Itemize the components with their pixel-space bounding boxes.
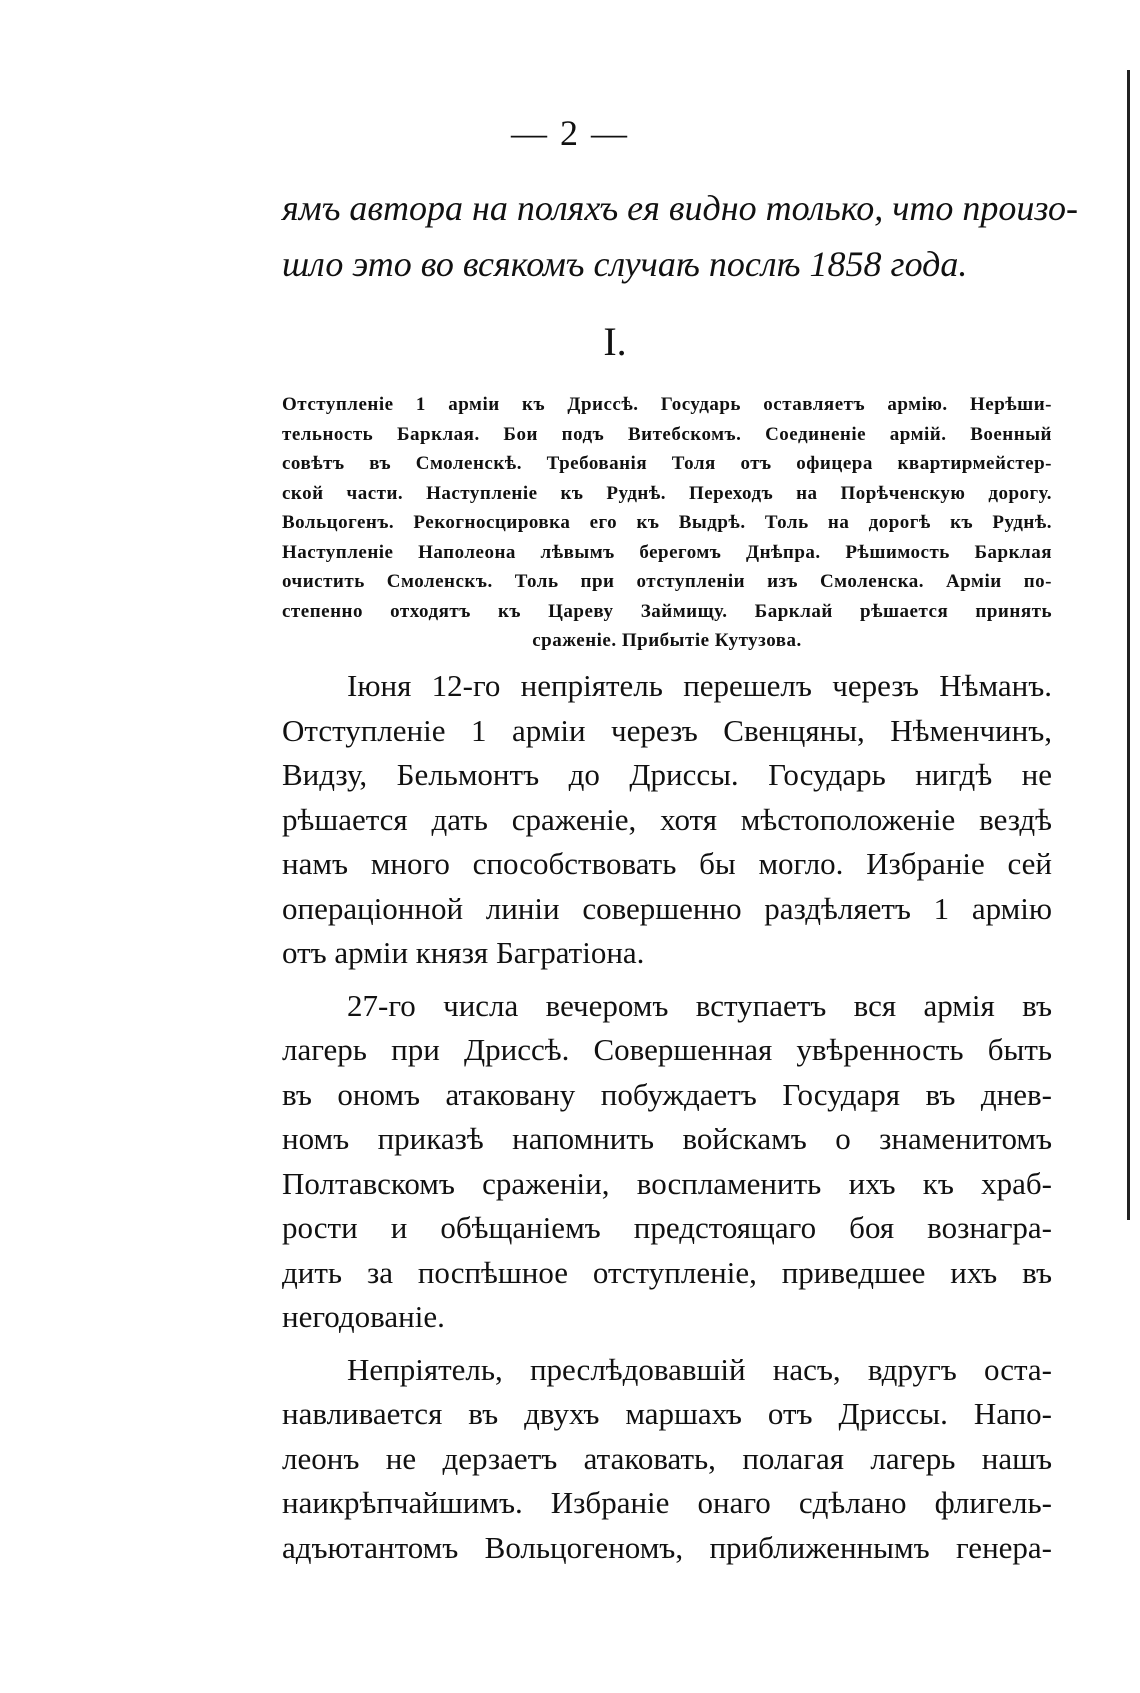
- text-line: Іюня 12-го непріятель перешелъ черезъ Нѣманъ.: [347, 668, 1052, 703]
- italic-footnote-continuation: [282, 180, 1078, 292]
- text-line: леонъ не дерзаетъ атаковать, полагая лагерь нашъ: [282, 1440, 1052, 1476]
- text-line: Отступленіе 1 арміи черезъ Свенцяны, Нѣменчинъ,: [282, 712, 1052, 748]
- text-line: отъ арміи князя Багратіона.: [282, 935, 645, 970]
- paragraph: [282, 664, 1052, 976]
- chapter-summary: [282, 390, 1052, 656]
- italic-line: ямъ автора на поляхъ ея видно только, что произо-: [282, 188, 1078, 228]
- text-line: адъютантомъ Вольцогеномъ, приближеннымъ генера-: [282, 1529, 1052, 1565]
- body-text: [282, 664, 1052, 1570]
- summary-line: очистить Смоленскъ. Толь при отступленіи изъ Смоленска. Арміи по-: [282, 571, 1052, 592]
- text-line: рости и обѣщаніемъ предстоящаго боя вознагра-: [282, 1210, 1052, 1245]
- text-line: дить за поспѣшное отступленіе, приведшее ихъ въ: [282, 1254, 1052, 1290]
- page-number: — 2 —: [511, 113, 629, 153]
- summary-line: Отступленіе 1 арміи къ Дриссѣ. Государь оставляетъ армію. Нерѣши-: [282, 394, 1052, 415]
- summary-line: тельность Барклая. Бои подъ Витебскомъ. Соединеніе армій. Военный: [282, 423, 1052, 445]
- text-line: навливается въ двухъ маршахъ отъ Дриссы. Напо-: [282, 1396, 1052, 1431]
- text-line: наикрѣпчайшимъ. Избраніе онаго сдѣлано флигель-: [282, 1485, 1052, 1520]
- text-line: номъ приказѣ напомнить войскамъ о знаменитомъ: [282, 1121, 1052, 1156]
- text-line: намъ много способствовать бы могло. Избраніе сей: [282, 846, 1052, 881]
- text-line: 27-го числа вечеромъ вступаетъ вся армія въ: [347, 987, 1052, 1023]
- summary-line: сраженіе. Прибытіе Кутузова.: [532, 630, 802, 651]
- summary-line: ской части. Наступленіе къ Руднѣ. Переходъ на Порѣченскую дорогу.: [282, 482, 1052, 504]
- text-line: Видзу, Бельмонтъ до Дриссы. Государь нигдѣ не: [282, 757, 1052, 792]
- chapter-numeral: I.: [603, 319, 627, 364]
- text-line: Непріятель, преслѣдовавшій насъ, вдругъ оста-: [347, 1351, 1052, 1387]
- text-line: операціонной линіи совершенно раздѣляетъ 1 армію: [282, 890, 1052, 926]
- text-line: лагерь при Дриссѣ. Совершенная увѣренность быть: [282, 1032, 1052, 1067]
- summary-line: Наступленіе Наполеона лѣвымъ берегомъ Днѣпра. Рѣшимость Барклая: [282, 541, 1052, 563]
- summary-line: степенно отходятъ къ Цареву Займищу. Барклай рѣшается принять: [282, 600, 1052, 622]
- summary-line: совѣтъ въ Смоленскѣ. Требованія Толя отъ офицера квартирмейстер-: [282, 453, 1052, 474]
- text-line: негодованіе.: [282, 1299, 445, 1334]
- text-line: въ ономъ атаковану побуждаетъ Государя въ днев-: [282, 1076, 1052, 1112]
- italic-line: шло это во всякомъ случаѣ послѣ 1858 года.: [282, 244, 968, 284]
- text-line: Полтавскомъ сраженіи, воспламенить ихъ къ храб-: [282, 1165, 1052, 1201]
- page-edge-line: [1127, 70, 1130, 1220]
- summary-line: Вольцогенъ. Рекогносцировка его къ Выдрѣ. Толь на дорогѣ къ Руднѣ.: [282, 512, 1052, 533]
- paragraph: [282, 984, 1052, 1340]
- paragraph: [282, 1348, 1052, 1571]
- text-line: рѣшается дать сраженіе, хотя мѣстоположеніе вездѣ: [282, 801, 1052, 837]
